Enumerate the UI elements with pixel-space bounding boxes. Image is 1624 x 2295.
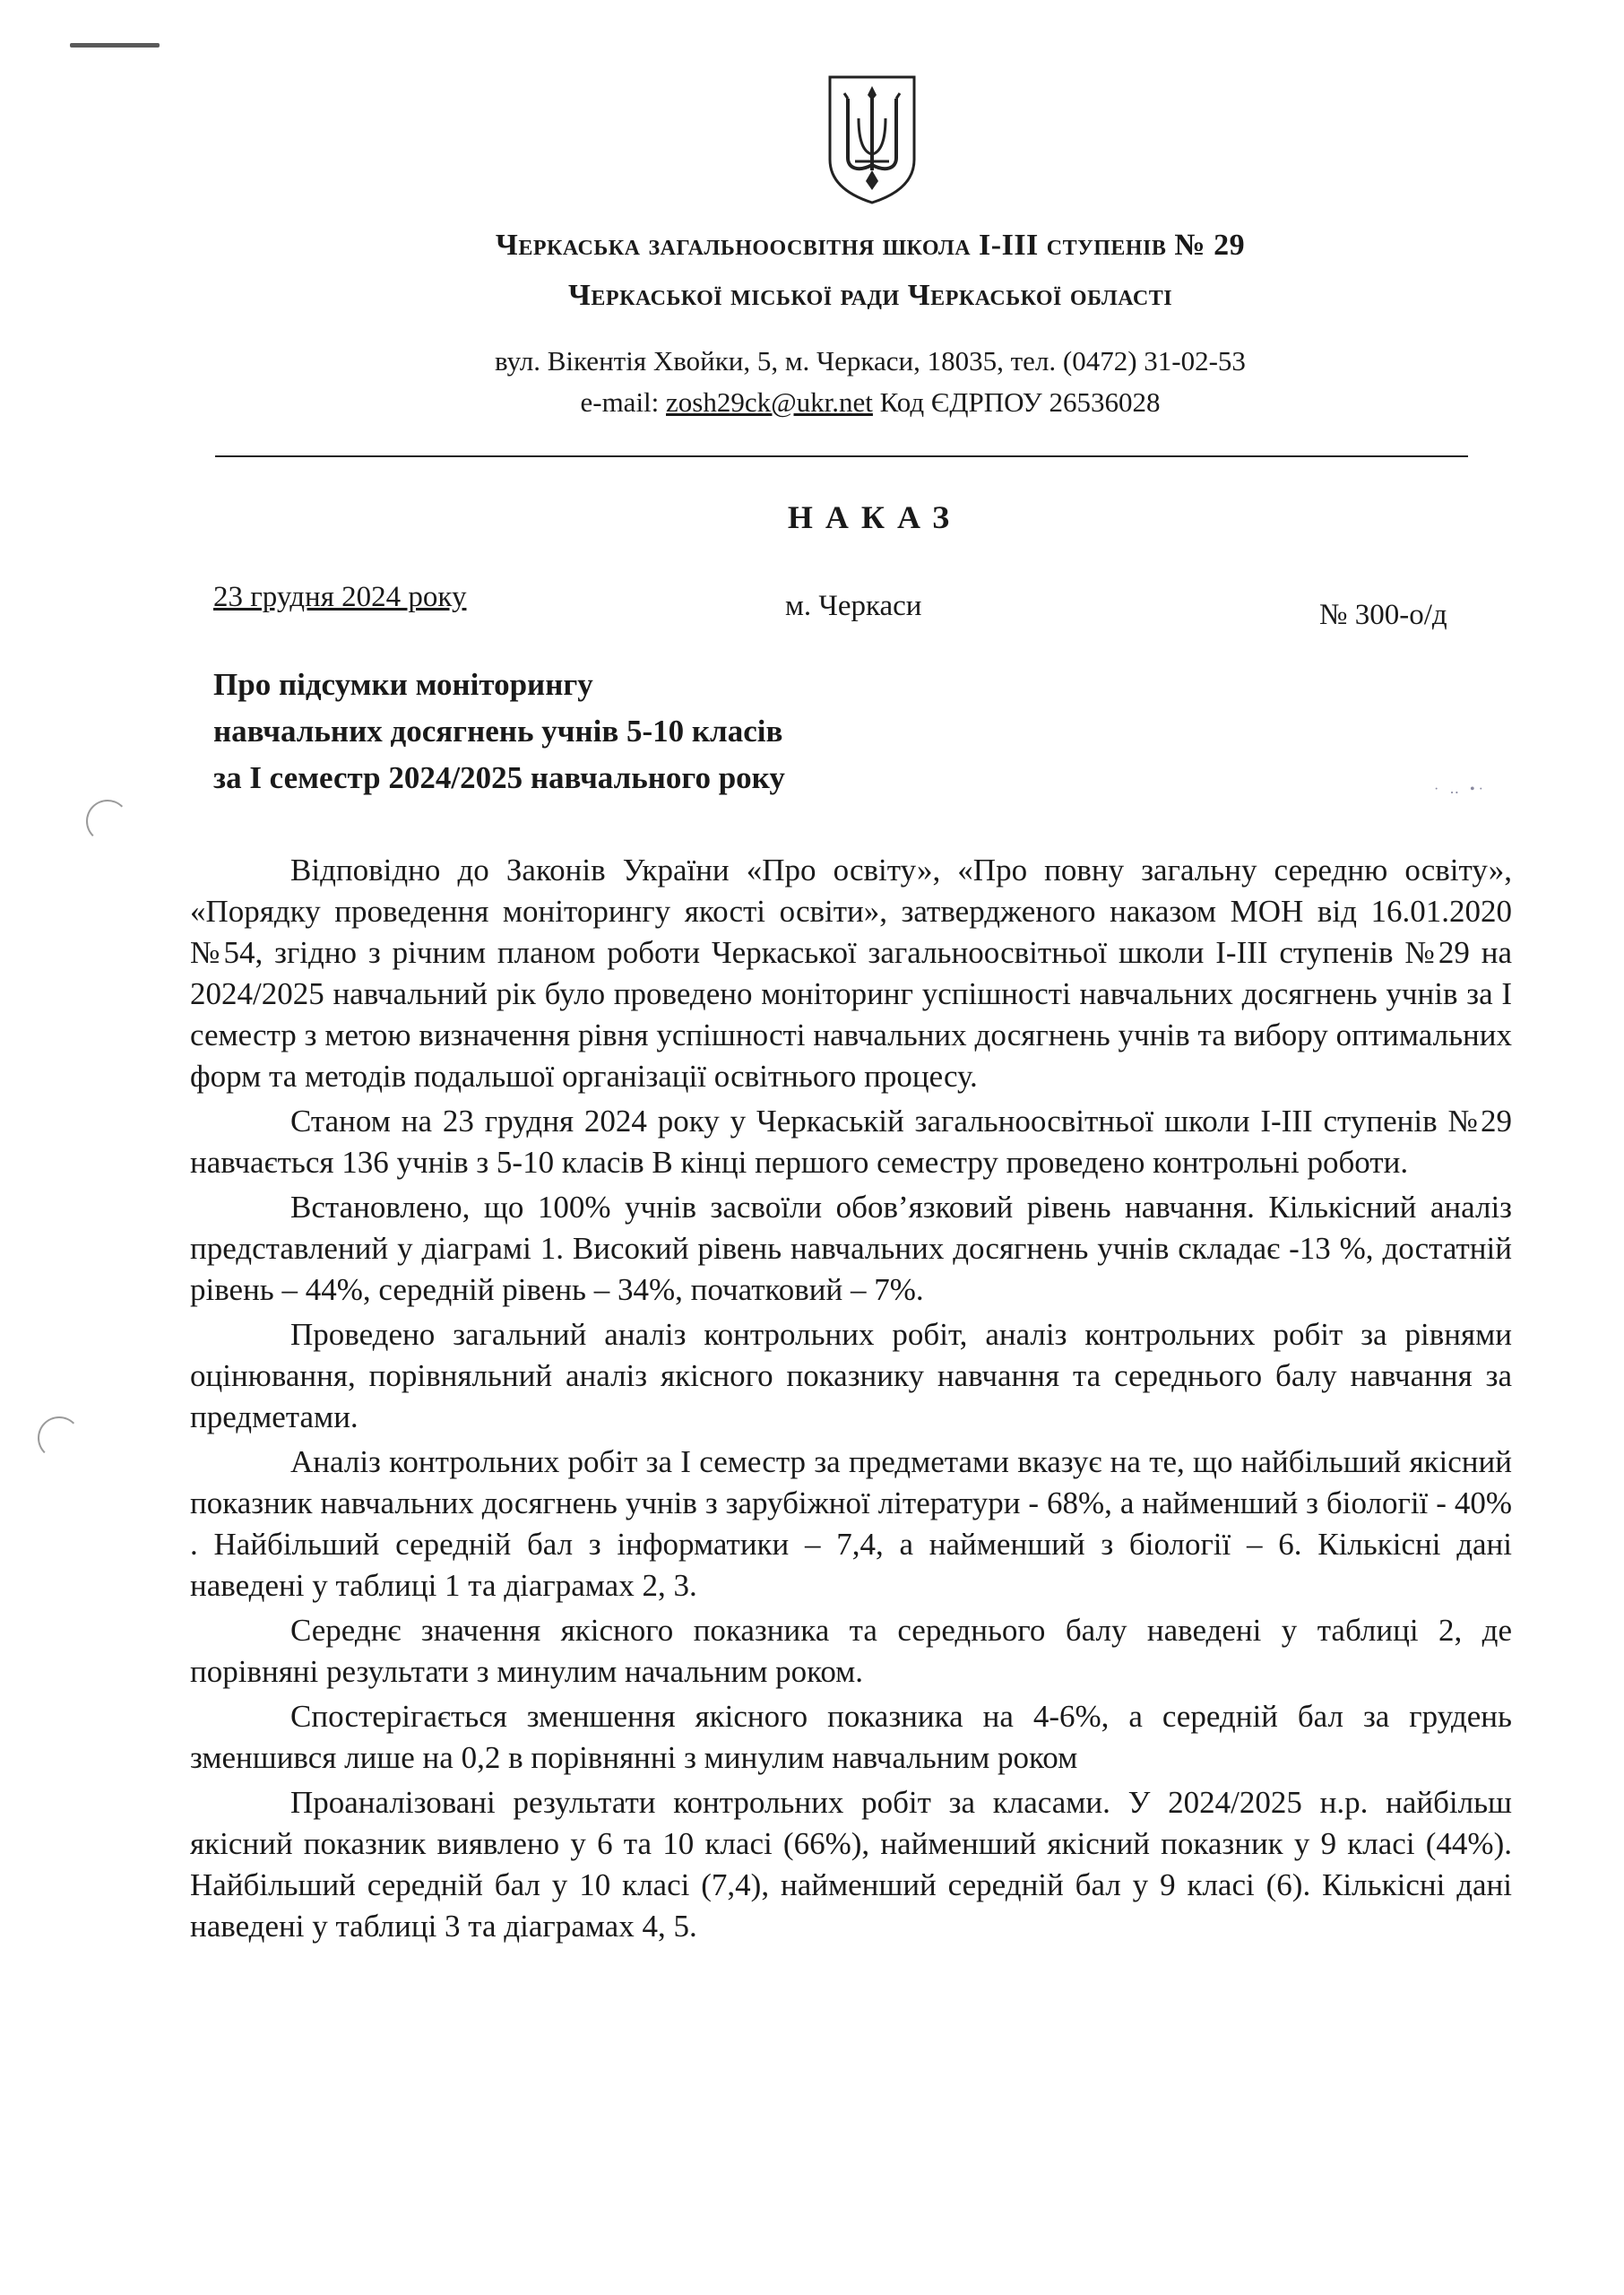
- subject-line: Про підсумки моніторингу: [213, 667, 593, 702]
- header-divider: [215, 455, 1468, 457]
- body-paragraph: Проведено загальний аналіз контрольних робіт, аналіз контрольних робіт за рівнями оцінювання, порівняльний аналіз якісного показнику навчання та середнього балу навчання за предметами.: [190, 1317, 1512, 1434]
- body-paragraph: Встановлено, що 100% учнів засвоїли обов’язковий рівень навчання. Кількісний аналіз представлений у діаграмі 1. Високий рівень навчальних досягнень учнів складає -13 %, достатній рівень – 44%, середній рівень – 34%, початковий – 7%.: [190, 1190, 1512, 1307]
- school-name: [0, 221, 1624, 321]
- document-subject: [213, 662, 785, 801]
- scan-specks: · ‥ •·: [1434, 782, 1487, 797]
- body-paragraph: Відповідно до Законів України «Про освіту», «Про повну загальну середню освіту», «Порядку проведення моніторингу якості освіти», затвердженого наказом МОН від 16.01.2020 №54, згідно з річним планом роботи Черкаської загальноосвітньої школи І-ІІІ ступенів №29 на 2024/2025 навчальний рік було проведено моніторинг успішності навчальних досягнень учнів за І семестр з метою визначення рівня успішності навчальних досягнень учнів та вибору оптимальних форм та методів подальшої організації освітнього процесу.: [190, 853, 1512, 1094]
- body-paragraph: Аналіз контрольних робіт за І семестр за предметами вказує на те, що найбільший якісний показник навчальних досягнень учнів з зарубіжної літератури - 68%, а найменший з біології - 40% . Найбільший середній бал з інформатики – 7,4, а найменший з біології – 6. Кількісні дані наведені у таблиці 1 та діаграмах 2, 3.: [190, 1444, 1512, 1603]
- body-paragraph: Станом на 23 грудня 2024 року у Черкаській загальноосвітньої школи І-ІІІ ступенів №29 навчається 136 учнів з 5-10 класів В кінці першого семестру проведено контрольні роботи.: [190, 1104, 1512, 1180]
- email-prefix: e-mail:: [580, 386, 667, 418]
- punch-hole-mark: [38, 1416, 81, 1459]
- email-link[interactable]: zosh29ck@ukr.net: [666, 386, 873, 418]
- body-paragraph: Середнє значення якісного показника та середнього балу наведені у таблиці 2, де порівняні результати з минулим начальним роком.: [190, 1613, 1512, 1689]
- document-title: НАКАЗ: [787, 499, 963, 535]
- edrpou-code: Код ЄДРПОУ 26536028: [872, 386, 1161, 418]
- subject-line: за І семестр 2024/2025 навчального року: [213, 760, 785, 795]
- school-name-line1: Черкаська загальноосвітня школа І-ІІІ ступенів № 29: [495, 229, 1246, 262]
- body-paragraph: Спостерігається зменшення якісного показника на 4-6%, а середній бал за грудень зменшився лише на 0,2 в порівнянні з минулим навчальним роком: [190, 1699, 1512, 1775]
- subject-line: навчальних досягнень учнів 5-10 класів: [213, 714, 783, 749]
- document-city: м. Черкаси: [785, 590, 922, 622]
- trident-emblem-icon: [823, 72, 921, 206]
- address-line: вул. Вікентія Хвойки, 5, м. Черкаси, 18035, тел. (0472) 31-02-53: [495, 345, 1246, 377]
- punch-hole-mark: [86, 800, 129, 843]
- scan-mark: [70, 43, 160, 48]
- document-body: [190, 850, 1512, 1951]
- body-paragraph: Проаналізовані результати контрольних робіт за класами. У 2024/2025 н.р. найбільш якісний показник виявлено у 6 та 10 класі (66%), найменший якісний показник у 9 класі (44%). Найбільший середній бал у 10 класі (7,4), найменший середній бал у 9 класі (6). Кількісні дані наведені у таблиці 3 та діаграмах 4, 5.: [190, 1785, 1512, 1944]
- contact-line: [117, 382, 1624, 423]
- document-number: № 300-о/д: [1319, 599, 1447, 631]
- document-date: 23 грудня 2024 року: [213, 581, 467, 613]
- school-name-line2: Черкаської міської ради Черкаської області: [567, 279, 1173, 312]
- school-address: [0, 341, 1624, 423]
